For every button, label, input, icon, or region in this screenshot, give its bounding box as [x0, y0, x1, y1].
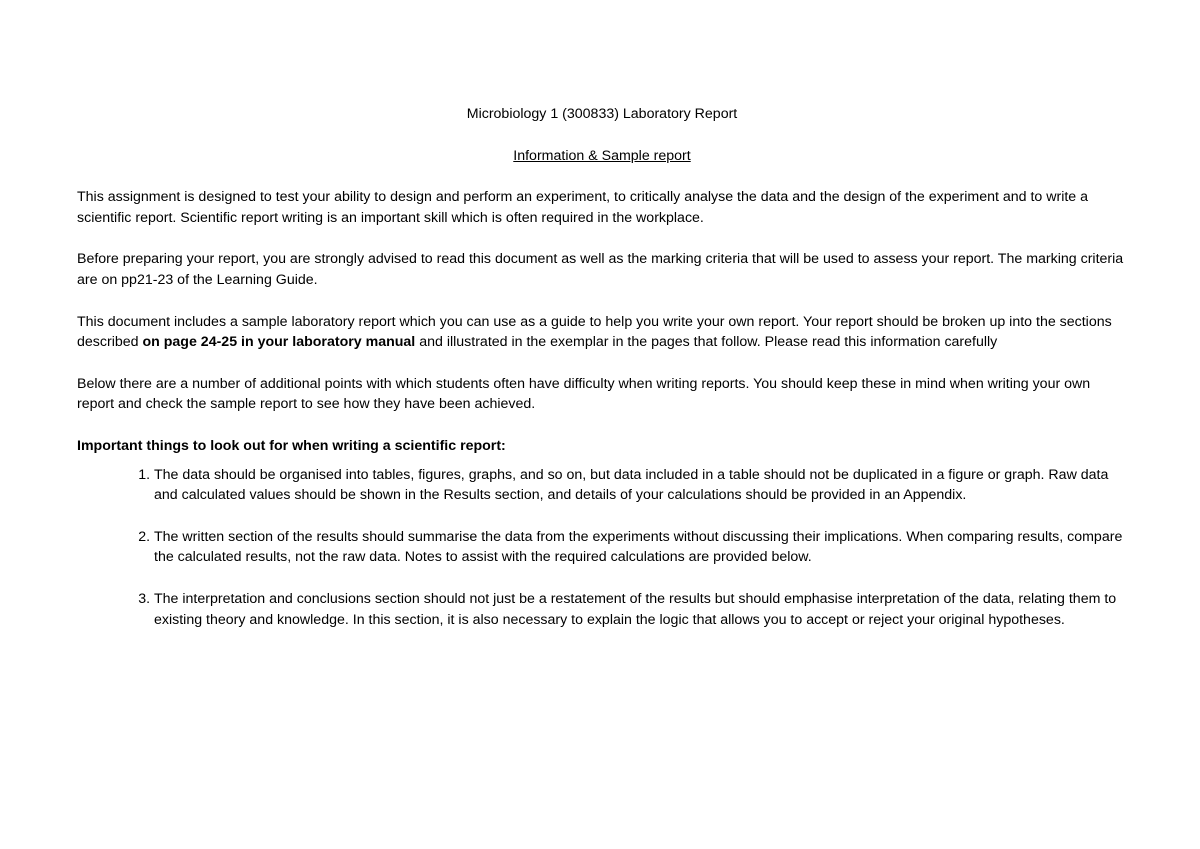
important-things-heading: Important things to look out for when writing a scientific report:: [77, 437, 506, 454]
additional-points-paragraph: Below there are a number of additional points with which students often have difficulty when writing reports. You should keep these in mind when writing your own report and check the sample report to see how they have been achieved.: [77, 375, 1091, 413]
document-body: [77, 104, 1127, 651]
sample-report-text-2: and illustrated in the exemplar in the pages that follow. Please read this information carefully: [415, 334, 998, 351]
list-item: 1. The data should be organised into tables, figures, graphs, and so on, but data included in a table should not be duplicated in a figure or graph. Raw data and calculated values should be shown in the Results section, and details of your calculations should be provided in an Appendix.: [154, 465, 1127, 506]
document-title: Microbiology 1 (300833) Laboratory Report: [466, 106, 738, 122]
document-subtitle: Information & Sample report: [513, 147, 691, 164]
sample-report-paragraph: [77, 312, 1127, 353]
intro-paragraph: This assignment is designed to test your ability to design and perform an experiment, to critically analyse the data and the design of the experiment and to write a scientific report. Scientific report writing is an important skill which is often required in the workplace.: [77, 189, 1089, 226]
important-points-list: [77, 465, 1127, 631]
list-item: 2. The written section of the results should summarise the data from the experiments without discussing their implications. When comparing results, compare the calculated results, not the raw data. Notes to assist with the required calculations are provided below.: [154, 527, 1127, 568]
list-item: 3. The interpretation and conclusions section should not just be a restatement of the results but should emphasise interpretation of the data, relating them to existing theory and knowledge. In this section, it is also necessary to explain the logic that allows you to accept or reject your original hypotheses.: [154, 589, 1127, 630]
preparation-paragraph: Before preparing your report, you are strongly advised to read this document as well as the marking criteria that will be used to assess your report. The marking criteria are on pp21-23 of the Learning Guide.: [77, 251, 1124, 288]
manual-reference-bold: on page 24-25 in your laboratory manual: [142, 334, 416, 351]
sample-report-text-1: This document includes a sample laboratory report which you can use as a guide to help you write your own report. Your report should be broken up into the sections described: [77, 313, 1112, 351]
